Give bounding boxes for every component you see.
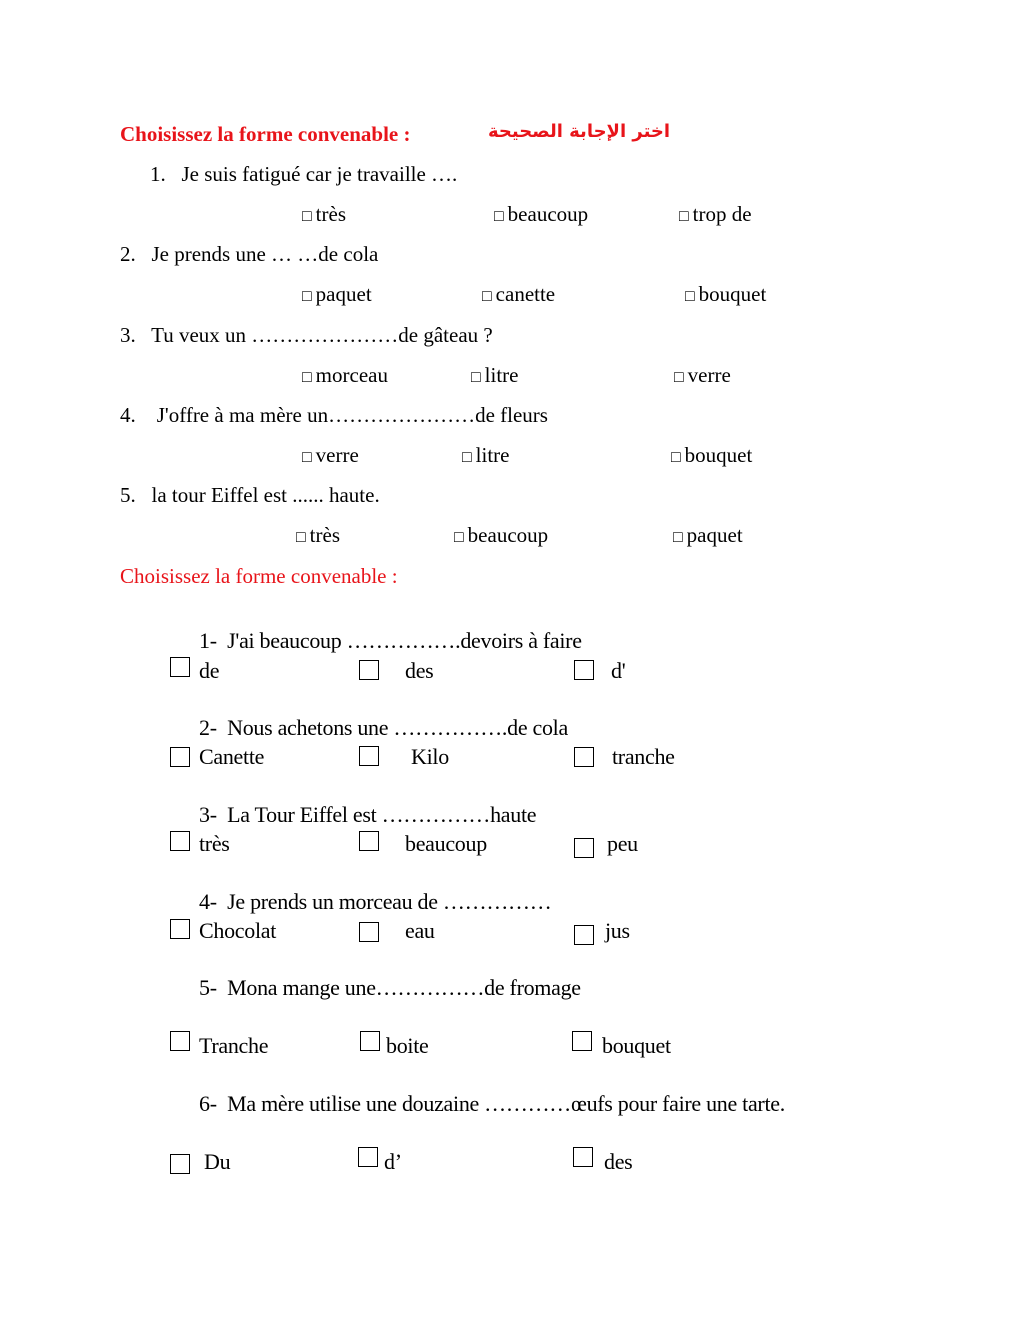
option-label: verre [315, 443, 359, 467]
checkbox-square-icon[interactable]: □ [462, 449, 472, 466]
question-text: Je prends une … …de cola [151, 242, 379, 266]
option-label: morceau [315, 363, 388, 387]
s2-q1-option-2: des [405, 658, 434, 683]
question-number: 2- [199, 715, 217, 740]
s1-q2-option-3[interactable] [685, 282, 766, 307]
checkbox-square-icon[interactable] [574, 747, 594, 767]
question-number: 3. [120, 323, 136, 347]
s1-q5-option-1[interactable] [296, 523, 340, 548]
s2-q3-option-2: beaucoup [405, 831, 487, 856]
checkbox-square-icon[interactable]: □ [302, 288, 312, 305]
checkbox-square-icon[interactable] [170, 747, 190, 767]
checkbox-square-icon[interactable] [573, 1147, 593, 1167]
question-number: 4- [199, 889, 217, 914]
s1-q1-option-3[interactable] [679, 202, 752, 227]
checkbox-square-icon[interactable]: □ [482, 288, 492, 305]
s1-q2-option-2[interactable] [482, 282, 555, 307]
checkbox-square-icon[interactable] [170, 1154, 190, 1174]
option-label: bouquet [684, 443, 753, 467]
s2-q2-option-3: tranche [612, 744, 675, 769]
checkbox-square-icon[interactable] [359, 831, 379, 851]
s2-q2-option-1: Canette [199, 744, 265, 769]
s2-q2-option-2: Kilo [411, 744, 449, 769]
s2-q4-option-2: eau [405, 918, 435, 943]
option-label: trop de [692, 202, 752, 226]
s1-q2-option-1[interactable] [302, 282, 372, 307]
question-text: Tu veux un …………………de gâteau ? [151, 323, 493, 347]
s2-q6 [199, 1091, 785, 1117]
question-number: 5- [199, 975, 217, 1000]
checkbox-square-icon[interactable]: □ [671, 449, 681, 466]
s1-q3-option-3[interactable] [674, 363, 731, 388]
s1-q1-option-1[interactable] [302, 202, 346, 227]
s2-q4-option-1: Chocolat [199, 918, 277, 943]
checkbox-square-icon[interactable]: □ [673, 529, 683, 546]
option-label: litre [475, 443, 510, 467]
question-text: Je suis fatigué car je travaille …. [181, 162, 458, 186]
checkbox-square-icon[interactable] [574, 660, 594, 680]
option-label: très [309, 523, 340, 547]
question-text: Mona mange une……………de fromage [227, 975, 581, 1000]
question-number: 5. [120, 483, 136, 507]
option-label: bouquet [698, 282, 767, 306]
question-text: la tour Eiffel est ...... haute. [151, 483, 380, 507]
s2-q1-option-1: de [199, 658, 220, 683]
checkbox-square-icon[interactable]: □ [296, 529, 306, 546]
s1-q5 [120, 483, 380, 508]
s2-q4-option-3: jus [605, 918, 630, 943]
s2-q3 [199, 802, 536, 828]
s1-q1 [150, 162, 457, 187]
s2-q5 [199, 975, 581, 1001]
s2-q5-option-1: Tranche [199, 1033, 269, 1058]
s2-q6-option-3: des [604, 1149, 633, 1174]
s2-q2 [199, 715, 568, 741]
checkbox-square-icon[interactable] [360, 1031, 380, 1051]
option-label: beaucoup [507, 202, 589, 226]
checkbox-square-icon[interactable]: □ [302, 369, 312, 386]
question-number: 1- [199, 628, 217, 653]
checkbox-square-icon[interactable]: □ [679, 208, 689, 225]
s2-q3-option-1: très [199, 831, 230, 856]
checkbox-square-icon[interactable] [574, 925, 594, 945]
option-label: beaucoup [467, 523, 549, 547]
section1-title: Choisissez la forme convenable : [120, 122, 411, 146]
s2-q3-option-3: peu [607, 831, 638, 856]
checkbox-square-icon[interactable]: □ [494, 208, 504, 225]
checkbox-square-icon[interactable]: □ [471, 369, 481, 386]
option-label: très [315, 202, 346, 226]
question-number: 4. [120, 403, 136, 427]
checkbox-square-icon[interactable] [170, 657, 190, 677]
s2-q4 [199, 889, 551, 915]
question-number: 3- [199, 802, 217, 827]
s2-q5-option-3: bouquet [602, 1033, 671, 1058]
question-text: J'offre à ma mère un…………………de fleurs [156, 403, 548, 427]
option-label: litre [484, 363, 519, 387]
s2-q1 [199, 628, 582, 654]
s1-q4-option-2[interactable] [462, 443, 510, 468]
section1-arabic-title: اختر الإجابة الصحيحة [488, 121, 671, 142]
question-number: 1. [150, 162, 166, 186]
s1-q4 [120, 403, 548, 428]
question-text: Ma mère utilise une douzaine …………œufs pour faire une tarte. [227, 1091, 785, 1116]
s2-q5-option-2: boite [386, 1033, 429, 1058]
s1-q2 [120, 242, 378, 267]
checkbox-square-icon[interactable] [574, 838, 594, 858]
s1-q4-option-3[interactable] [671, 443, 752, 468]
option-label: verre [687, 363, 731, 387]
s1-q3-option-1[interactable] [302, 363, 388, 388]
question-number: 6- [199, 1091, 217, 1116]
checkbox-square-icon[interactable]: □ [454, 529, 464, 546]
s1-q5-option-2[interactable] [454, 523, 548, 548]
checkbox-square-icon[interactable] [572, 1031, 592, 1051]
s1-q4-option-1[interactable] [302, 443, 359, 468]
s2-q6-option-2: d’ [384, 1149, 402, 1174]
s1-q3-option-2[interactable] [471, 363, 519, 388]
checkbox-square-icon[interactable] [358, 1147, 378, 1167]
question-text: Nous achetons une …………….de cola [227, 715, 568, 740]
s2-q6-option-1: Du [204, 1149, 231, 1174]
checkbox-square-icon[interactable]: □ [302, 208, 312, 225]
checkbox-square-icon[interactable] [170, 1031, 190, 1051]
checkbox-square-icon[interactable] [170, 831, 190, 851]
question-number: 2. [120, 242, 136, 266]
s1-q3 [120, 323, 493, 348]
checkbox-square-icon[interactable] [170, 919, 190, 939]
question-text: Je prends un morceau de …………… [227, 889, 552, 914]
checkbox-square-icon[interactable]: □ [685, 288, 695, 305]
option-label: paquet [315, 282, 372, 306]
checkbox-square-icon[interactable]: □ [302, 449, 312, 466]
checkbox-square-icon[interactable] [359, 746, 379, 766]
s1-q1-option-2[interactable] [494, 202, 588, 227]
option-label: paquet [686, 523, 743, 547]
question-text: J'ai beaucoup …………….devoirs à faire [227, 628, 582, 653]
checkbox-square-icon[interactable] [359, 660, 379, 680]
checkbox-square-icon[interactable]: □ [674, 369, 684, 386]
section2-title: Choisissez la forme convenable : [120, 564, 398, 588]
s2-q1-option-3: d' [611, 658, 626, 683]
s1-q5-option-3[interactable] [673, 523, 743, 548]
checkbox-square-icon[interactable] [359, 922, 379, 942]
question-text: La Tour Eiffel est ……………haute [227, 802, 537, 827]
option-label: canette [495, 282, 556, 306]
